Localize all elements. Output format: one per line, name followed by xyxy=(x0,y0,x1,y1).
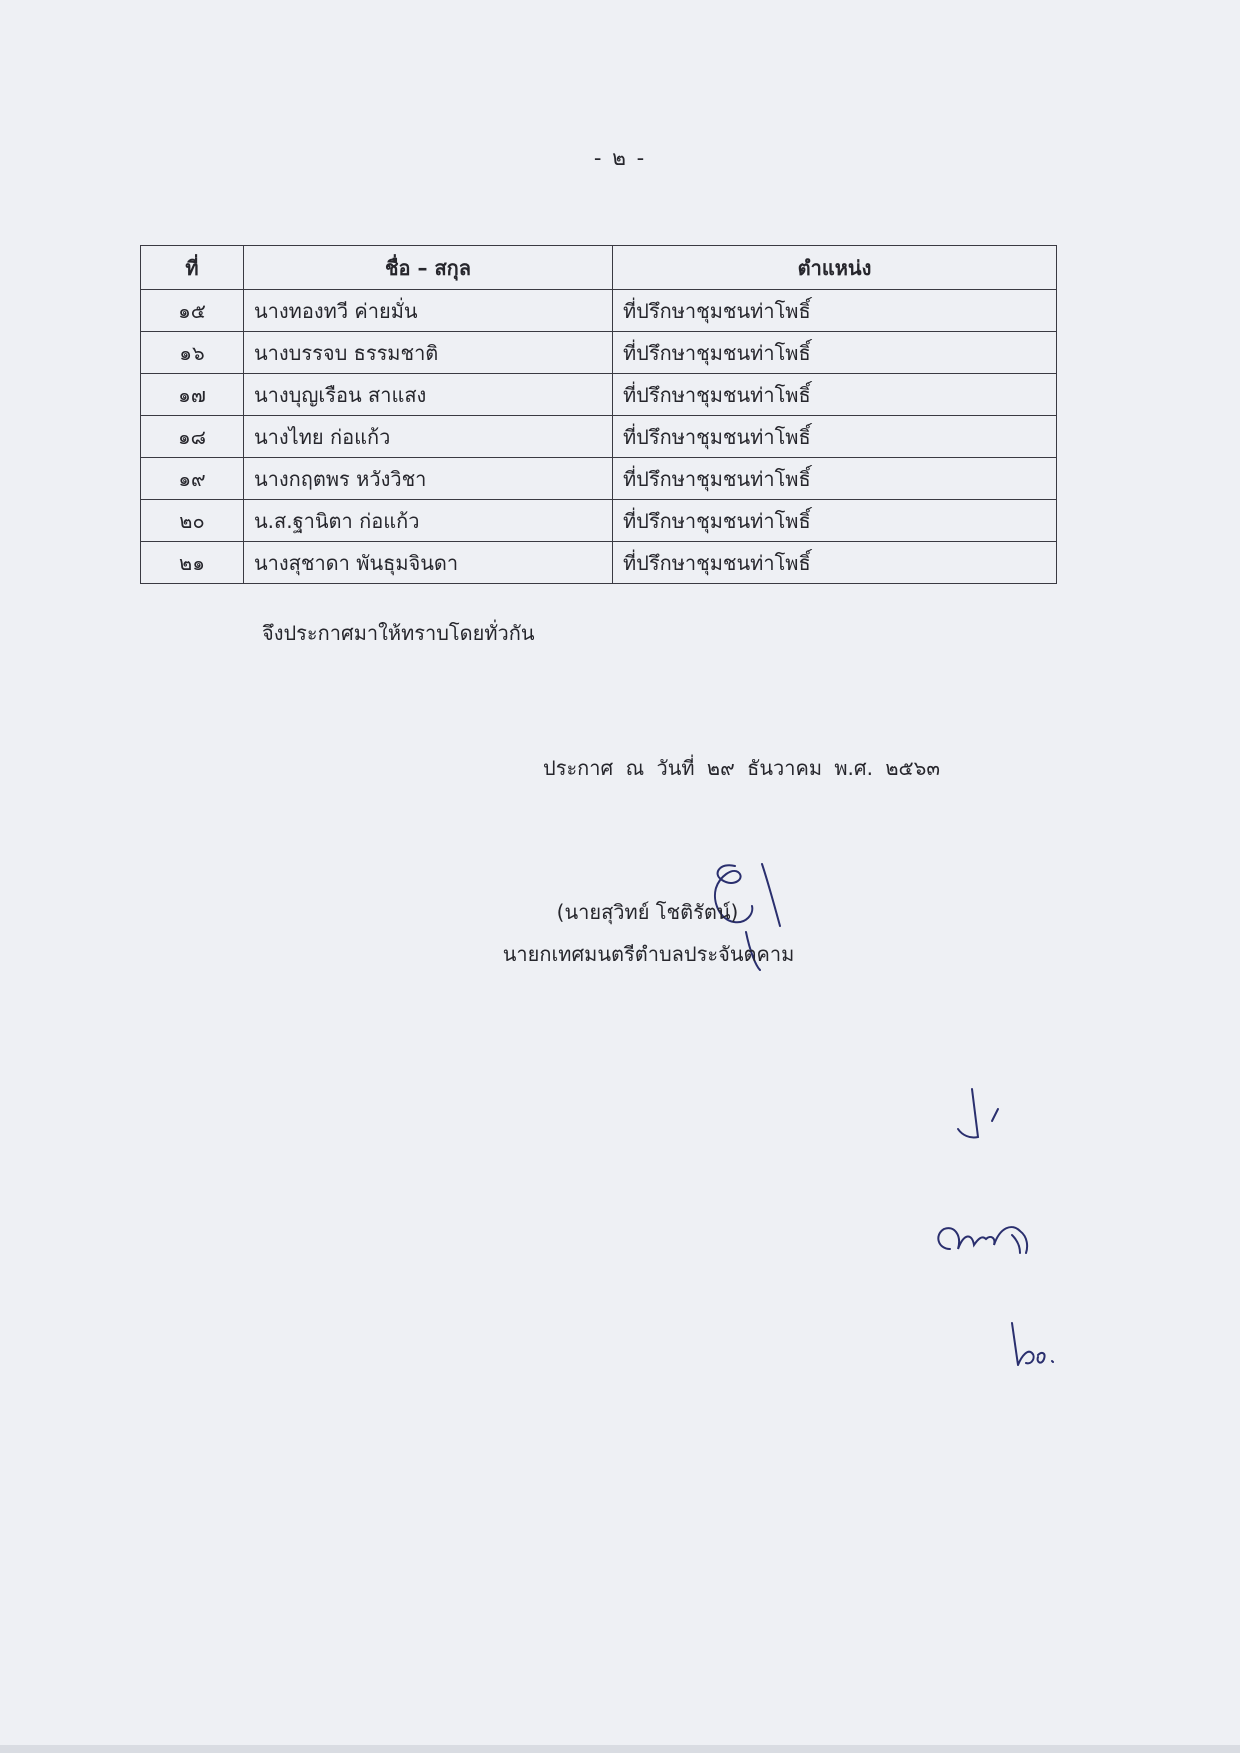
table-row xyxy=(141,458,1057,500)
handwritten-abbreviation xyxy=(920,1315,1070,1375)
row-no: ๒๐ xyxy=(141,500,244,542)
advisor-table xyxy=(140,245,1057,584)
row-name: นางบุญเรือน สาแสง xyxy=(244,374,613,416)
header-name: ชื่อ – สกุล xyxy=(244,246,613,290)
handwritten-initial-mark xyxy=(920,1085,1070,1155)
row-no: ๑๙ xyxy=(141,458,244,500)
row-position: ที่ปรึกษาชุมชนท่าโพธิ์ xyxy=(613,542,1057,584)
row-no: ๒๑ xyxy=(141,542,244,584)
row-position: ที่ปรึกษาชุมชนท่าโพธิ์ xyxy=(613,374,1057,416)
page-number: - ๒ - xyxy=(593,146,647,170)
header-position: ตำแหน่ง xyxy=(613,246,1057,290)
row-position: ที่ปรึกษาชุมชนท่าโพธิ์ xyxy=(613,500,1057,542)
row-position: ที่ปรึกษาชุมชนท่าโพธิ์ xyxy=(613,416,1057,458)
signer-name: (นายสุวิทย์ โชติรัตน์) xyxy=(556,900,739,924)
table-row xyxy=(141,290,1057,332)
row-position: ที่ปรึกษาชุมชนท่าโพธิ์ xyxy=(613,332,1057,374)
closing-statement: จึงประกาศมาให้ทราบโดยทั่วกัน xyxy=(262,621,535,645)
row-position: ที่ปรึกษาชุมชนท่าโพธิ์ xyxy=(613,290,1057,332)
row-name: นางสุชาดา พันธุมจินดา xyxy=(244,542,613,584)
announcement-date: ประกาศ ณ วันที่ ๒๙ ธันวาคม พ.ศ. ๒๕๖๓ xyxy=(543,756,941,780)
table-row xyxy=(141,374,1057,416)
table-header-row xyxy=(141,246,1057,290)
row-no: ๑๖ xyxy=(141,332,244,374)
row-name: นางกฤตพร หวังวิชา xyxy=(244,458,613,500)
row-name: นางไทย ก่อแก้ว xyxy=(244,416,613,458)
row-no: ๑๘ xyxy=(141,416,244,458)
handwritten-initials xyxy=(920,1205,1070,1275)
row-position: ที่ปรึกษาชุมชนท่าโพธิ์ xyxy=(613,458,1057,500)
row-name: นางทองทวี ค่ายมั่น xyxy=(244,290,613,332)
row-no: ๑๗ xyxy=(141,374,244,416)
table-row xyxy=(141,332,1057,374)
row-name: น.ส.ฐานิตา ก่อแก้ว xyxy=(244,500,613,542)
signer-position: นายกเทศมนตรีตำบลประจันตคาม xyxy=(502,942,795,966)
row-no: ๑๕ xyxy=(141,290,244,332)
table-row xyxy=(141,542,1057,584)
header-no: ที่ xyxy=(141,246,244,290)
table-row xyxy=(141,500,1057,542)
table-row xyxy=(141,416,1057,458)
scan-edge xyxy=(0,1745,1240,1753)
row-name: นางบรรจบ ธรรมชาติ xyxy=(244,332,613,374)
